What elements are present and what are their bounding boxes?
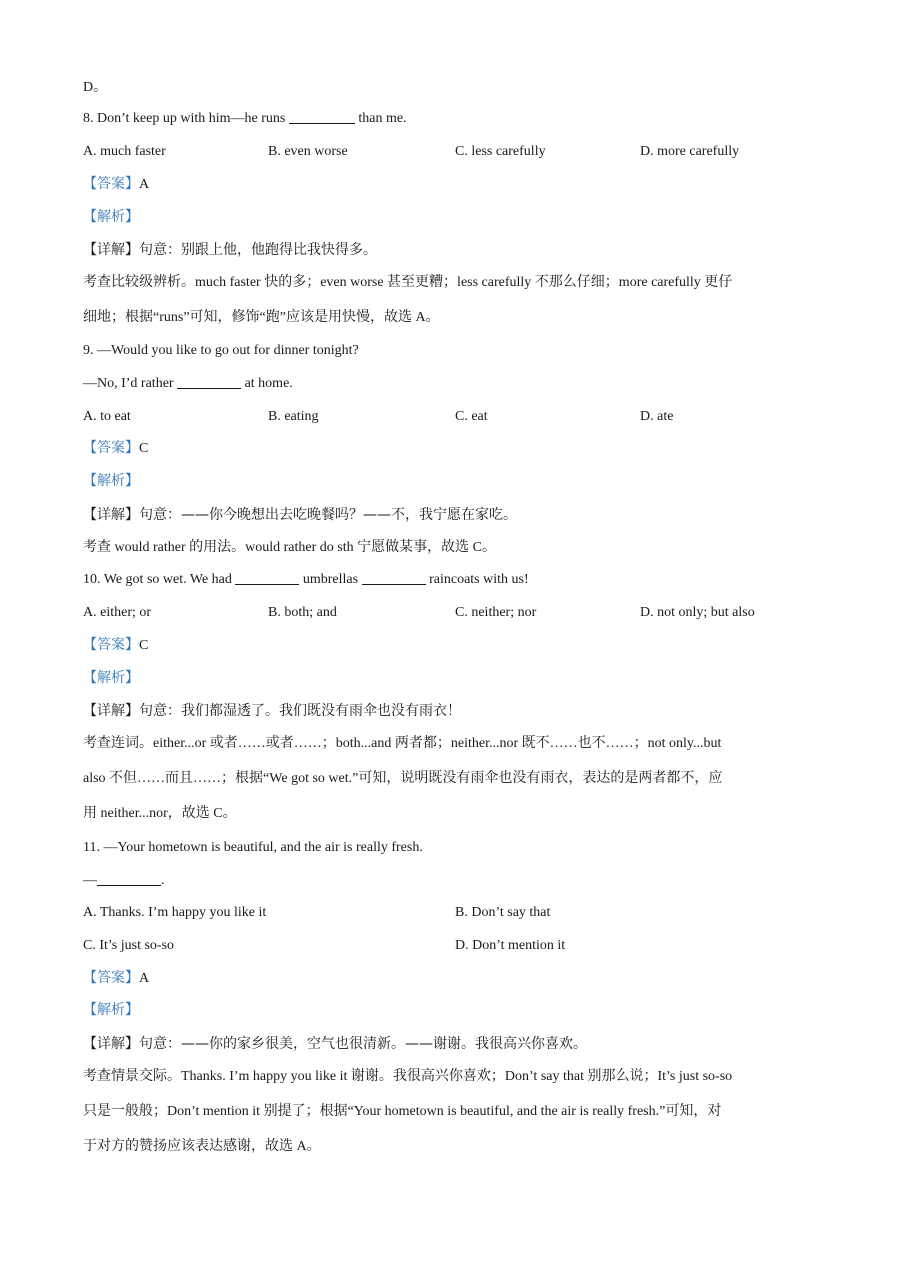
q8-option-b: B. even worse — [268, 144, 348, 159]
q8-explain-1: 考查比较级辨析。much faster 快的多；even worse 甚至更糟；less carefully 不那么仔细；more carefully 更仔 — [83, 275, 733, 290]
q9-line-1: 9. —Would you like to go out for dinner tonight? — [83, 343, 359, 358]
q11-explain-2: 只是一般般；Don’t mention it 别提了；根据“Your hometown is beautiful, and the air is really fresh.”可知，对 — [83, 1104, 722, 1119]
q10-stem-b: umbrellas — [302, 572, 359, 587]
q10-option-d: D. not only; but also — [640, 605, 755, 620]
q9-answer: C — [139, 441, 149, 456]
q8-stem — [83, 109, 407, 129]
q10-explain-1: 考查连词。either...or 或者……或者……；both...and 两者都；neither...nor 既不……也不……；not only...but — [83, 736, 722, 751]
q10-stem-a: 10. We got so wet. We had — [83, 572, 232, 587]
q8-answer-line — [83, 174, 149, 195]
q10-option-b: B. both; and — [268, 605, 337, 620]
q10-option-a: A. either; or — [83, 605, 152, 620]
q9-blank — [177, 374, 241, 389]
q10-explain-2: also 不但……而且……；根据“We got so wet.”可知，说明既没有雨伞也没有雨衣，表达的是两者都不，应 — [83, 771, 723, 786]
answer-tag: 【答案】 — [83, 176, 139, 192]
q10-option-c: C. neither; nor — [455, 605, 537, 620]
q8-explain-2: 细地；根据“runs”可知，修饰“跑”应该是用快慢，故选 A。 — [83, 310, 440, 325]
q9-option-c: C. eat — [455, 409, 488, 424]
q10-answer: C — [139, 638, 149, 653]
q11-explain-3: 于对方的赞扬应该表达感谢，故选 A。 — [83, 1139, 321, 1154]
q10-answer-line — [83, 635, 148, 656]
top-fragment: D。 — [83, 80, 108, 95]
q9-detail: 句意：——你今晚想出去吃晚餐吗？——不，我宁愿在家吃。 — [139, 507, 517, 523]
q9-option-a: A. to eat — [83, 409, 131, 424]
q8-stem-before: 8. Don’t keep up with him—he runs — [83, 111, 286, 126]
q11-option-c: C. It’s just so-so — [83, 938, 175, 953]
q11-explain-1: 考查情景交际。Thanks. I’m happy you like it 谢谢。我很高兴你喜欢；Don’t say that 别那么说；It’s just so-so — [83, 1069, 733, 1084]
q8-detail-line — [83, 240, 377, 260]
q8-blank — [289, 109, 355, 124]
q10-detail: 句意：我们都湿透了。我们既没有雨伞也没有雨衣！ — [139, 703, 461, 719]
answer-tag: 【答案】 — [83, 970, 139, 986]
q10-stem-c: raincoats with us! — [429, 572, 529, 587]
q10-stem — [83, 570, 529, 590]
analysis-tag: 【解析】 — [83, 473, 139, 489]
q10-detail-line — [83, 701, 461, 721]
q11-option-d: D. Don’t mention it — [455, 938, 566, 953]
q11-detail-line — [83, 1034, 587, 1054]
q9-detail-line — [83, 505, 517, 525]
q11-answer: A — [139, 971, 150, 986]
q11-line-2-prefix: — — [83, 873, 97, 888]
q8-option-a: A. much faster — [83, 144, 166, 159]
detail-tag: 【详解】 — [83, 703, 139, 719]
analysis-tag: 【解析】 — [83, 670, 139, 686]
analysis-tag: 【解析】 — [83, 1002, 139, 1018]
q10-blank-2 — [362, 570, 426, 585]
q11-line-2-suffix: . — [161, 873, 165, 888]
q9-answer-line — [83, 438, 148, 459]
q8-option-d: D. more carefully — [640, 144, 740, 159]
q8-answer: A — [139, 177, 150, 192]
q9-line-2-after: at home. — [244, 376, 293, 391]
q9-option-b: B. eating — [268, 409, 319, 424]
q11-blank — [97, 871, 161, 886]
answer-tag: 【答案】 — [83, 440, 139, 456]
q11-line-2 — [83, 871, 165, 891]
analysis-tag: 【解析】 — [83, 209, 139, 225]
q9-option-d: D. ate — [640, 409, 674, 424]
detail-tag: 【详解】 — [83, 507, 139, 523]
q11-option-b: B. Don’t say that — [455, 905, 551, 920]
q11-option-a: A. Thanks. I’m happy you like it — [83, 905, 267, 920]
q11-answer-line — [83, 968, 149, 989]
q10-blank-1 — [235, 570, 299, 585]
detail-tag: 【详解】 — [83, 1036, 139, 1052]
q11-line-1: 11. —Your hometown is beautiful, and the air is really fresh. — [83, 840, 423, 855]
q8-option-c: C. less carefully — [455, 144, 546, 159]
q9-explain-1: 考查 would rather 的用法。would rather do sth 宁愿做某事，故选 C。 — [83, 540, 496, 555]
q11-detail: 句意：——你的家乡很美，空气也很清新。——谢谢。我很高兴你喜欢。 — [139, 1036, 587, 1052]
q8-stem-after: than me. — [358, 111, 407, 126]
q10-explain-3: 用 neither...nor，故选 C。 — [83, 806, 237, 821]
q8-detail: 句意：别跟上他，他跑得比我快得多。 — [139, 242, 377, 258]
detail-tag: 【详解】 — [83, 242, 139, 258]
answer-tag: 【答案】 — [83, 637, 139, 653]
q9-line-2-before: —No, I’d rather — [83, 376, 174, 391]
q9-line-2 — [83, 374, 293, 394]
